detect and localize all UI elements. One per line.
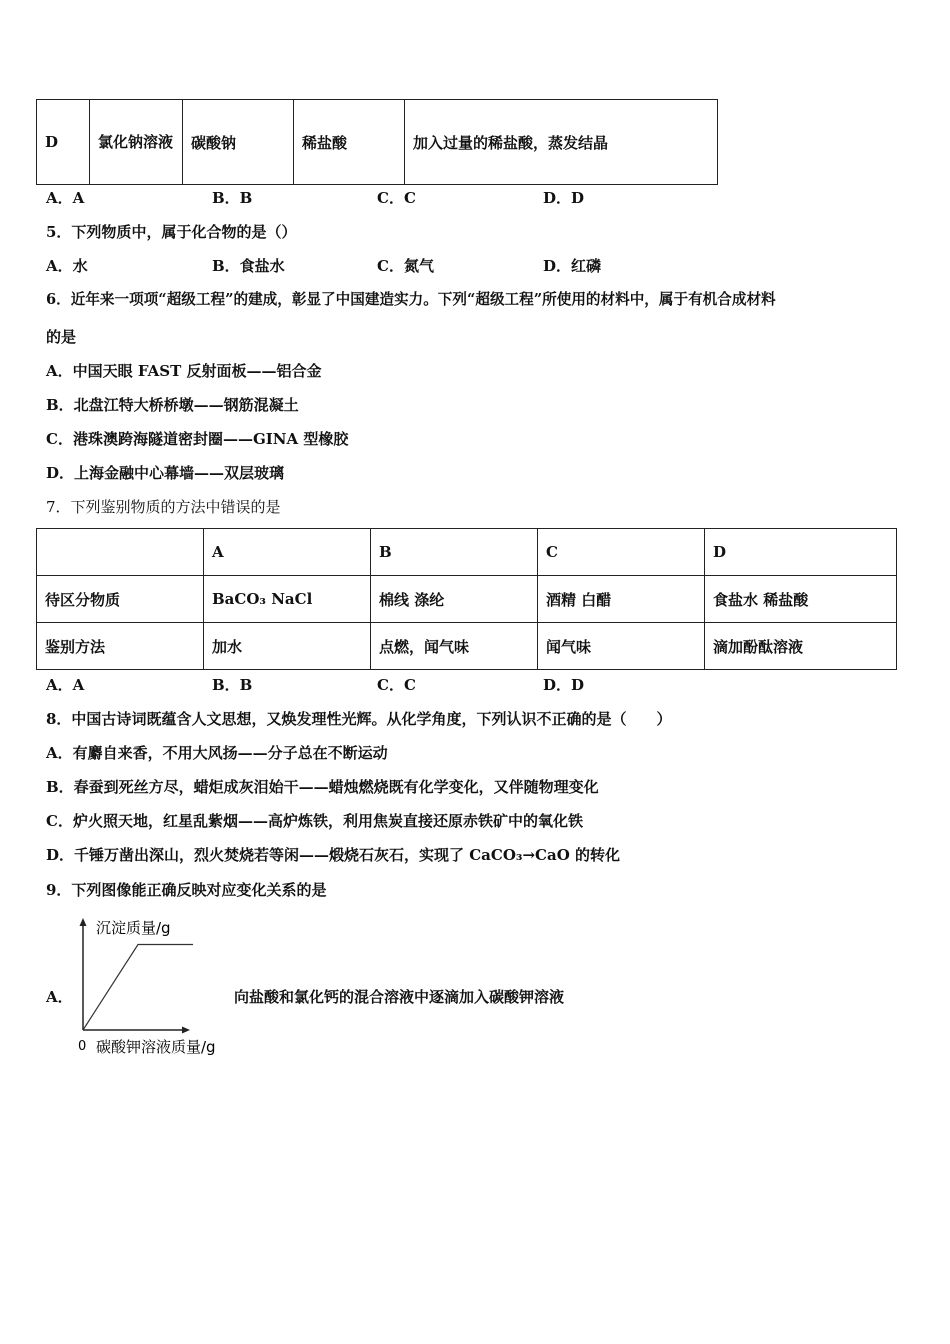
table-cell: 食盐水 稀盐酸	[705, 576, 897, 623]
option-b: B．B	[212, 676, 253, 694]
question-6-stem: 6．近年来一项项“超级工程”的建成，彰显了中国建造实力。下列“超级工程”所使用的材料中，属于有机合成材料	[46, 291, 776, 308]
table-cell: 鉴别方法	[37, 623, 204, 670]
series-line	[83, 945, 193, 1031]
table-cell: D	[37, 100, 90, 185]
table-cell: 待区分物质	[37, 576, 204, 623]
option-d: D．D	[543, 676, 585, 694]
option-a: A．A	[46, 676, 85, 694]
option-d: D．千锤万凿出深山，烈火焚烧若等闲——煅烧石灰石，实现了 CaCO₃→CaO 的转化	[46, 846, 620, 864]
option-a: A．有麝自来香，不用大风扬——分子总在不断运动	[46, 744, 388, 762]
option-a-label: A．	[46, 988, 73, 1006]
question-5-stem: 5．下列物质中，属于化合物的是（）	[46, 223, 297, 241]
table-cell: 滴加酚酞溶液	[705, 623, 897, 670]
question-7-stem: 7．下列鉴别物质的方法中错误的是	[46, 498, 281, 516]
y-axis-label: 沉淀质量/g	[96, 919, 171, 937]
separation-table	[36, 99, 718, 185]
option-d: D．D	[543, 189, 585, 207]
option-c: C．C	[377, 189, 416, 207]
table-row	[37, 529, 897, 576]
precipitate-chart	[60, 912, 250, 1062]
origin-label: 0	[78, 1039, 87, 1054]
option-b: B．B	[212, 189, 253, 207]
table-row	[37, 623, 897, 670]
x-axis-label: 碳酸钾溶液质量/g	[96, 1038, 216, 1056]
option-a: A．中国天眼 FAST 反射面板——铝合金	[46, 362, 322, 380]
option-c: C．炉火照天地，红星乱紫烟——高炉炼铁，利用焦炭直接还原赤铁矿中的氧化铁	[46, 812, 583, 830]
table-cell: 加入过量的稀盐酸，蒸发结晶	[405, 100, 718, 185]
option-b: B．食盐水	[212, 257, 285, 275]
question-9-stem: 9．下列图像能正确反映对应变化关系的是	[46, 881, 327, 899]
option-c: C．C	[377, 676, 416, 694]
question-6-stem-cont: 的是	[46, 328, 77, 346]
table-cell: 点燃，闻气味	[371, 623, 538, 670]
option-c: C．港珠澳跨海隧道密封圈——GINA 型橡胶	[46, 430, 349, 448]
identification-table	[36, 528, 897, 670]
option-b: B．春蚕到死丝方尽，蜡炬成灰泪始干——蜡烛燃烧既有化学变化，又伴随物理变化	[46, 778, 599, 796]
table-cell	[37, 529, 204, 576]
option-a: A．A	[46, 189, 85, 207]
y-axis-arrow-icon	[80, 918, 87, 926]
option-d: D．红磷	[543, 257, 602, 275]
table-cell: C	[538, 529, 705, 576]
table-row	[37, 576, 897, 623]
option-b: B．北盘江特大桥桥墩——钢筋混凝土	[46, 396, 299, 414]
table-cell: B	[371, 529, 538, 576]
x-axis-arrow-icon	[182, 1027, 190, 1034]
table-cell: 酒精 白醋	[538, 576, 705, 623]
table-cell: 闻气味	[538, 623, 705, 670]
table-cell: 棉线 涤纶	[371, 576, 538, 623]
table-cell: A	[204, 529, 371, 576]
option-d: D．上海金融中心幕墙——双层玻璃	[46, 464, 285, 482]
table-cell: BaCO₃ NaCl	[204, 576, 371, 623]
table-row	[37, 100, 718, 185]
table-cell: 稀盐酸	[294, 100, 405, 185]
table-cell: 加水	[204, 623, 371, 670]
option-a: A．水	[46, 257, 88, 275]
option-c: C．氮气	[377, 257, 434, 275]
question-8-stem: 8．中国古诗词既蕴含人文思想，又焕发理性光辉。从化学角度，下列认识不正确的是（ ）	[46, 710, 672, 728]
table-cell: 碳酸钠	[183, 100, 294, 185]
option-a-description: 向盐酸和氯化钙的混合溶液中逐滴加入碳酸钾溶液	[234, 988, 565, 1006]
table-cell: D	[705, 529, 897, 576]
table-cell: 氯化钠溶液	[90, 100, 183, 185]
